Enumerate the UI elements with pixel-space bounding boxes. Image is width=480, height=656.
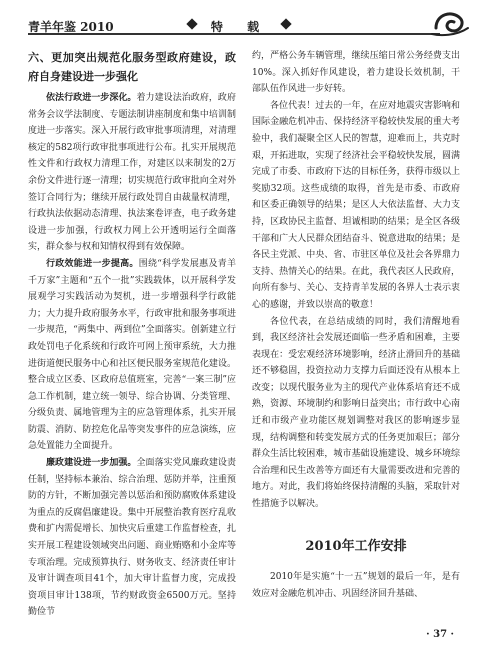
paragraph-lead: 依法行政进一步深化。 <box>46 93 137 103</box>
swirl-logo-icon <box>430 6 470 38</box>
paragraph: 2010年是实施“十一五”规划的最后一年，是有效应对金融危机冲击、巩固经济回升基础、 <box>252 572 460 599</box>
paragraph <box>28 455 236 621</box>
paragraph-text: 全面落实党风廉政建设责任制，坚持标本兼治、综合治理、惩防并举，注重预防的方针，不断加强完善以惩治和预防腐败体系建设为重点的反腐倡廉建设。集中开展整治教育医疗乱收费和扩内需促增长、加快灾后重建工作监督检查，扎实开展工程建设领域突出问题、商业贿赂和小金库等专项治理。完成预算执行、财务收支、经济责任审计及审计调查项目41个，加大审计监督力度，完成投资项目审计138项，节约财政资金6500万元。坚持勤俭节 <box>28 458 236 618</box>
page-number: · 37 · <box>426 629 454 640</box>
paragraph-lead: 行政效能进一步提高。 <box>46 258 139 269</box>
section-title: 特 载 <box>210 20 270 34</box>
paragraph <box>28 256 236 455</box>
paragraph-text: 围绕“科学发展惠及青羊千万家”主题和“五个一批”实践载体，以开展科学发展观学习实践活动为契机，进一步增强科学行政能力；大力提升政府服务水平，行政审批和服务事项进一步规范，“两集中、两到位”全面落实。创新建立行政处罚电子化系统和行政许可网上预审系统，大力推进街道便民服务中心和社区便民服务室规范化建设。整合成立区委、区政府总值班室，完善“一案三制”应急工作机制，建立统一领导、综合协调、分类管理、分级负责、属地管理为主的应急管理体系，扎实开展防震、消防、防控危化品等突发事件的应急演练，应急处置能力全面提升。 <box>28 258 236 452</box>
left-column <box>28 48 236 621</box>
right-column <box>252 48 460 602</box>
paragraph-lead: 廉政建设进一步加强。 <box>46 458 137 469</box>
header-rule <box>28 33 440 35</box>
paragraph: 各位代表！过去的一年，在应对地震灾害影响和国际金融危机冲击、保持经济平稳较快发展的重大考验中，我们凝聚全区人民的智慧，迎难而上，共克时艰，开拓进取，实现了经济社会平稳较快发展，圆满完成了市委、市政府下达的目标任务，获得市级以上奖励32项。这些成绩的取得，首先是市委、市政府和区委正确领导的结果；是区人大依法监督、大力支持，区政协民主监督、坦诚相助的结果；是全区各级干部和广大人民群众团结奋斗、锐意进取的结果；是各民主党派、中央、省、市驻区单位及社会各界鼎力支持、热情关心的结果。在此，我代表区人民政府，向所有参与、关心、支持青羊发展的各界人士表示衷心的感谢，并致以崇高的敬意！ <box>252 100 460 310</box>
yearbook-title: 青羊年鉴 2010 <box>28 20 114 34</box>
subsection-heading: 2010年工作安排 <box>305 538 407 554</box>
paragraph: 各位代表，在总结成绩的同时，我们清醒地看到，我区经济社会发展还面临一些矛盾和困难，主要表现在：受宏观经济环境影响，经济止滑回升的基础还不够稳固，投资拉动力支撑力后面还没有从根本上改变；以现代服务业为主的现代产业体系培育还不成熟，资源、环境制约和影响日益突出；市行政中心南迁和市级产业功能区规划调整对我区的影响逐步显现，结构调整和转变发展方式的任务更加艰巨；部分群众生活比较困难，城市基础设施建设、城乡环境综合治理和民生改善等方面还有大量需要改进和完善的地方。对此，我们将始终保持清醒的头脑，采取针对性措施予以解决。 <box>252 316 460 510</box>
section-heading: 六、更加突出规范化服务型政府建设，政府自身建设进一步强化 <box>28 51 236 83</box>
paragraph <box>28 90 236 256</box>
page-header <box>0 0 480 44</box>
paragraph: 约，严格公务车辆管理，继续压缩日常公务经费支出10%。深入抓好作风建设，着力建设长效机制，干部队伍作风进一步好转。 <box>252 51 460 95</box>
paragraph-text: 着力建设法治政府，政府常务会议学法制度、专题法制讲座制度和集中培训制度进一步落实。深入开展行政审批事项清理，对清理核定的582项行政审批事项进行公布。扎实开展规范性文件和行政权力清理工作，对建区以来制发的2万余份文件进行逐一清理；切实规范行政审批向全对外签订合同行为；继续开展行政处罚自由裁量权清理，行政执法依据动态清理、执法案卷评查，电子政务建设进一步加强，行政权力网上公开透明运行全面落实，群众参与权和知情权得到有效保障。 <box>28 93 236 253</box>
